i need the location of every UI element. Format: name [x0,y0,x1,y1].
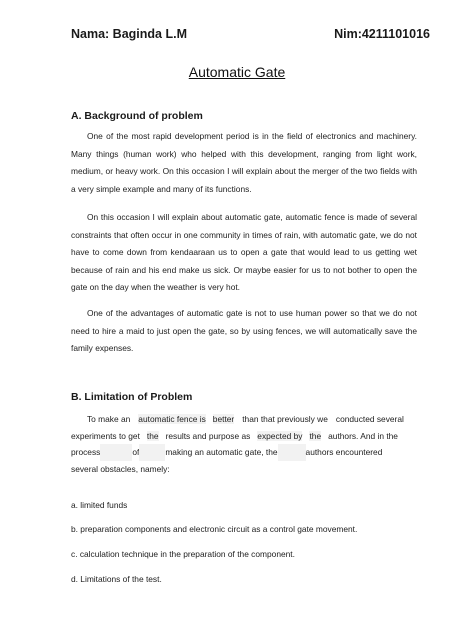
intro-text: process [71,447,101,457]
intro-text: expected by [257,430,303,441]
intro-line [71,411,417,428]
section-b-heading: B. Limitation of Problem [71,391,193,403]
student-name: Nama: Baginda L.M [71,27,187,41]
intro-text: results and purpose as [165,430,251,441]
intro-line [71,444,417,461]
intro-text: the [146,430,159,441]
document-title: Automatic Gate [188,64,286,80]
intro-line [71,461,417,478]
intro-text: better [212,414,235,424]
intro-text: automatic fence is [138,414,206,424]
list-item: c. calculation technique in the preparation of the component. [71,549,295,559]
intro-text: authors encountered [305,447,383,457]
list-item [71,524,357,534]
list-item: d. Limitations of the test. [71,574,162,584]
intro-text: several obstacles, namely: [71,463,170,474]
intro-text: conducted several [335,414,404,424]
student-nim: Nim:4211101016 [334,27,430,41]
intro-text: of [132,447,140,457]
list-item: a. limited funds [71,500,128,510]
section-a-heading: A. Background of problem [71,110,203,122]
list-item-text: components and electronic circuit as a control gate movement. [125,524,358,534]
intro-text: experiments to get [71,430,140,441]
paragraph: One of the most rapid development period is in the field of electronics and machinery. Many things (human work) who helped with this development, ranging from light work, medium, or heavy work. On this occasion I will explain about the merger of the two fields with a very simple example and many of its functions. [71,131,417,194]
intro-text: making an automatic gate, the [165,447,278,457]
intro-text: authors. And in the [328,430,398,441]
intro-text: To make an [87,414,131,424]
paragraph: On this occasion I will explain about automatic gate, automatic fence is made of several constraints that often occur in one community in times of rain, with automatic gate, we do not have to come down from kendaaraan us to open a gate that would lead to us getting wet because of rain and his end make us sick. Or maybe easier for us to not bother to open the gate on the day when the weather is very hot. [71,212,417,293]
intro-text: than that previously we [242,414,328,424]
intro-text: the [309,430,322,441]
paragraph: One of the advantages of automatic gate is not to use human power so that we do not need to hire a maid to just open the gate, so by using fences, we will automatically save the family expenses. [71,308,417,354]
list-item-prefix: b. preparation [71,524,123,534]
intro-line [71,428,417,445]
limitation-intro [71,411,417,477]
